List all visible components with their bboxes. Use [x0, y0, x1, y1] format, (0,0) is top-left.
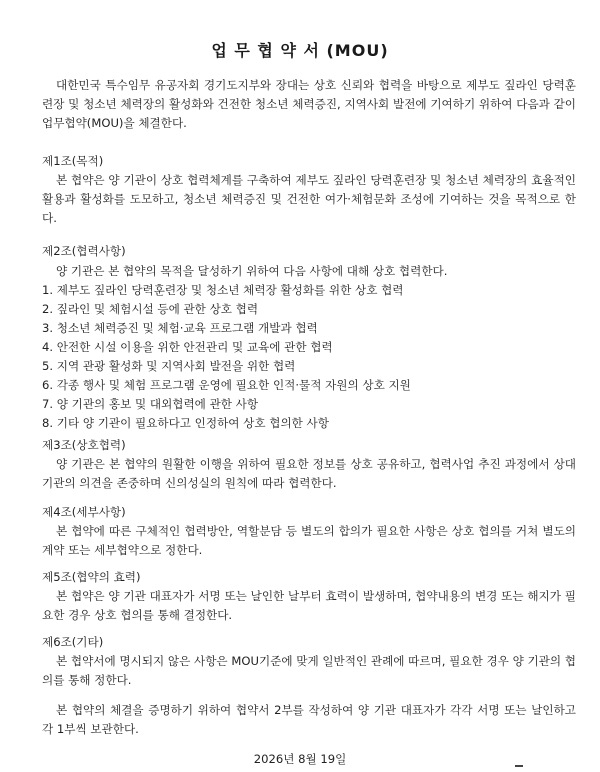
article-2-heading: 제2조(협력사항): [42, 244, 126, 258]
article-4-body: 본 협약에 따른 구체적인 협력방안, 역할분담 등 별도의 합의가 필요한 사항은 상호 협의를 거쳐 별도의 계약 또는 세부협약으로 정한다.: [42, 524, 576, 557]
article-2-item-list: [42, 281, 576, 433]
article-1-heading: 제1조(목적): [42, 154, 104, 168]
signing-date: 2026년 8월 19일: [253, 752, 347, 766]
document-title: 업 무 협 약 서 (MOU): [211, 41, 389, 60]
list-item: 5. 지역 관광 활성화 및 지역사회 발전을 위한 협력: [42, 359, 296, 373]
article-3-body: 양 기관은 본 협약의 원활한 이행을 위하여 필요한 정보를 상호 공유하고, 협력사업 추진 과정에서 상대 기관의 의견을 존중하며 신의성실의 원칙에 따라 협력한다.: [42, 457, 576, 490]
article-5-body: 본 협약은 양 기관 대표자가 서명 또는 날인한 날부터 효력이 발생하며, 협약내용의 변경 또는 해지가 필요한 경우 상호 협의를 통해 결정한다.: [42, 589, 576, 622]
list-item: 7. 양 기관의 홍보 및 대외협력에 관한 사항: [42, 397, 259, 411]
article-6-body: 본 협약서에 명시되지 않은 사항은 MOU기준에 맞게 일반적인 관례에 따르며, 필요한 경우 양 기관의 협의를 통해 정한다.: [42, 654, 576, 687]
article-4-heading: 제4조(세부사항): [42, 505, 126, 519]
article-5-heading: 제5조(협약의 효력): [42, 570, 141, 584]
list-item: 4. 안전한 시설 이용을 위한 안전관리 및 교육에 관한 협력: [42, 340, 333, 354]
page-edge-mark: [515, 765, 523, 767]
list-item: 3. 청소년 체력증진 및 체험·교육 프로그램 개발과 협력: [42, 321, 318, 335]
list-item: 6. 각종 행사 및 체험 프로그램 운영에 필요한 인적·물적 자원의 상호 지원: [42, 378, 411, 392]
article-6-heading: 제6조(기타): [42, 635, 104, 649]
list-item: 1. 제부도 짚라인 당력훈련장 및 청소년 체력장 활성화를 위한 상호 협력: [42, 283, 404, 297]
article-2-body: 양 기관은 본 협약의 목적을 달성하기 위하여 다음 사항에 대해 상호 협력한다.: [56, 264, 448, 278]
preamble-paragraph: 대한민국 특수임무 유공자회 경기도지부와 장대는 상호 신뢰와 협력을 바탕으로 제부도 짚라인 당력훈련장 및 청소년 체력장의 활성화와 건전한 청소년 체력증진, 지역사회 발전에 기여하기 위하여 다음과 같이 업무협약(MOU)을 체결한다.: [42, 78, 576, 130]
list-item: 2. 짚라인 및 체험시설 등에 관한 상호 협력: [42, 302, 259, 316]
closing-paragraph: 본 협약의 체결을 증명하기 위하여 협약서 2부를 작성하여 양 기관 대표자가 각각 서명 또는 날인하고 각 1부씩 보관한다.: [42, 703, 576, 736]
list-item: 8. 기타 양 기관이 필요하다고 인정하여 상호 협의한 사항: [42, 416, 329, 430]
article-1-body: 본 협약은 양 기관이 상호 협력체계를 구축하여 제부도 짚라인 당력훈련장 및 청소년 체력장의 효율적인 활용과 활성화를 도모하고, 청소년 체력증진 및 건전한 여가·체험문화 조성에 기여하는 것을 목적으로 한다.: [42, 173, 576, 225]
article-3-heading: 제3조(상호협력): [42, 438, 126, 452]
